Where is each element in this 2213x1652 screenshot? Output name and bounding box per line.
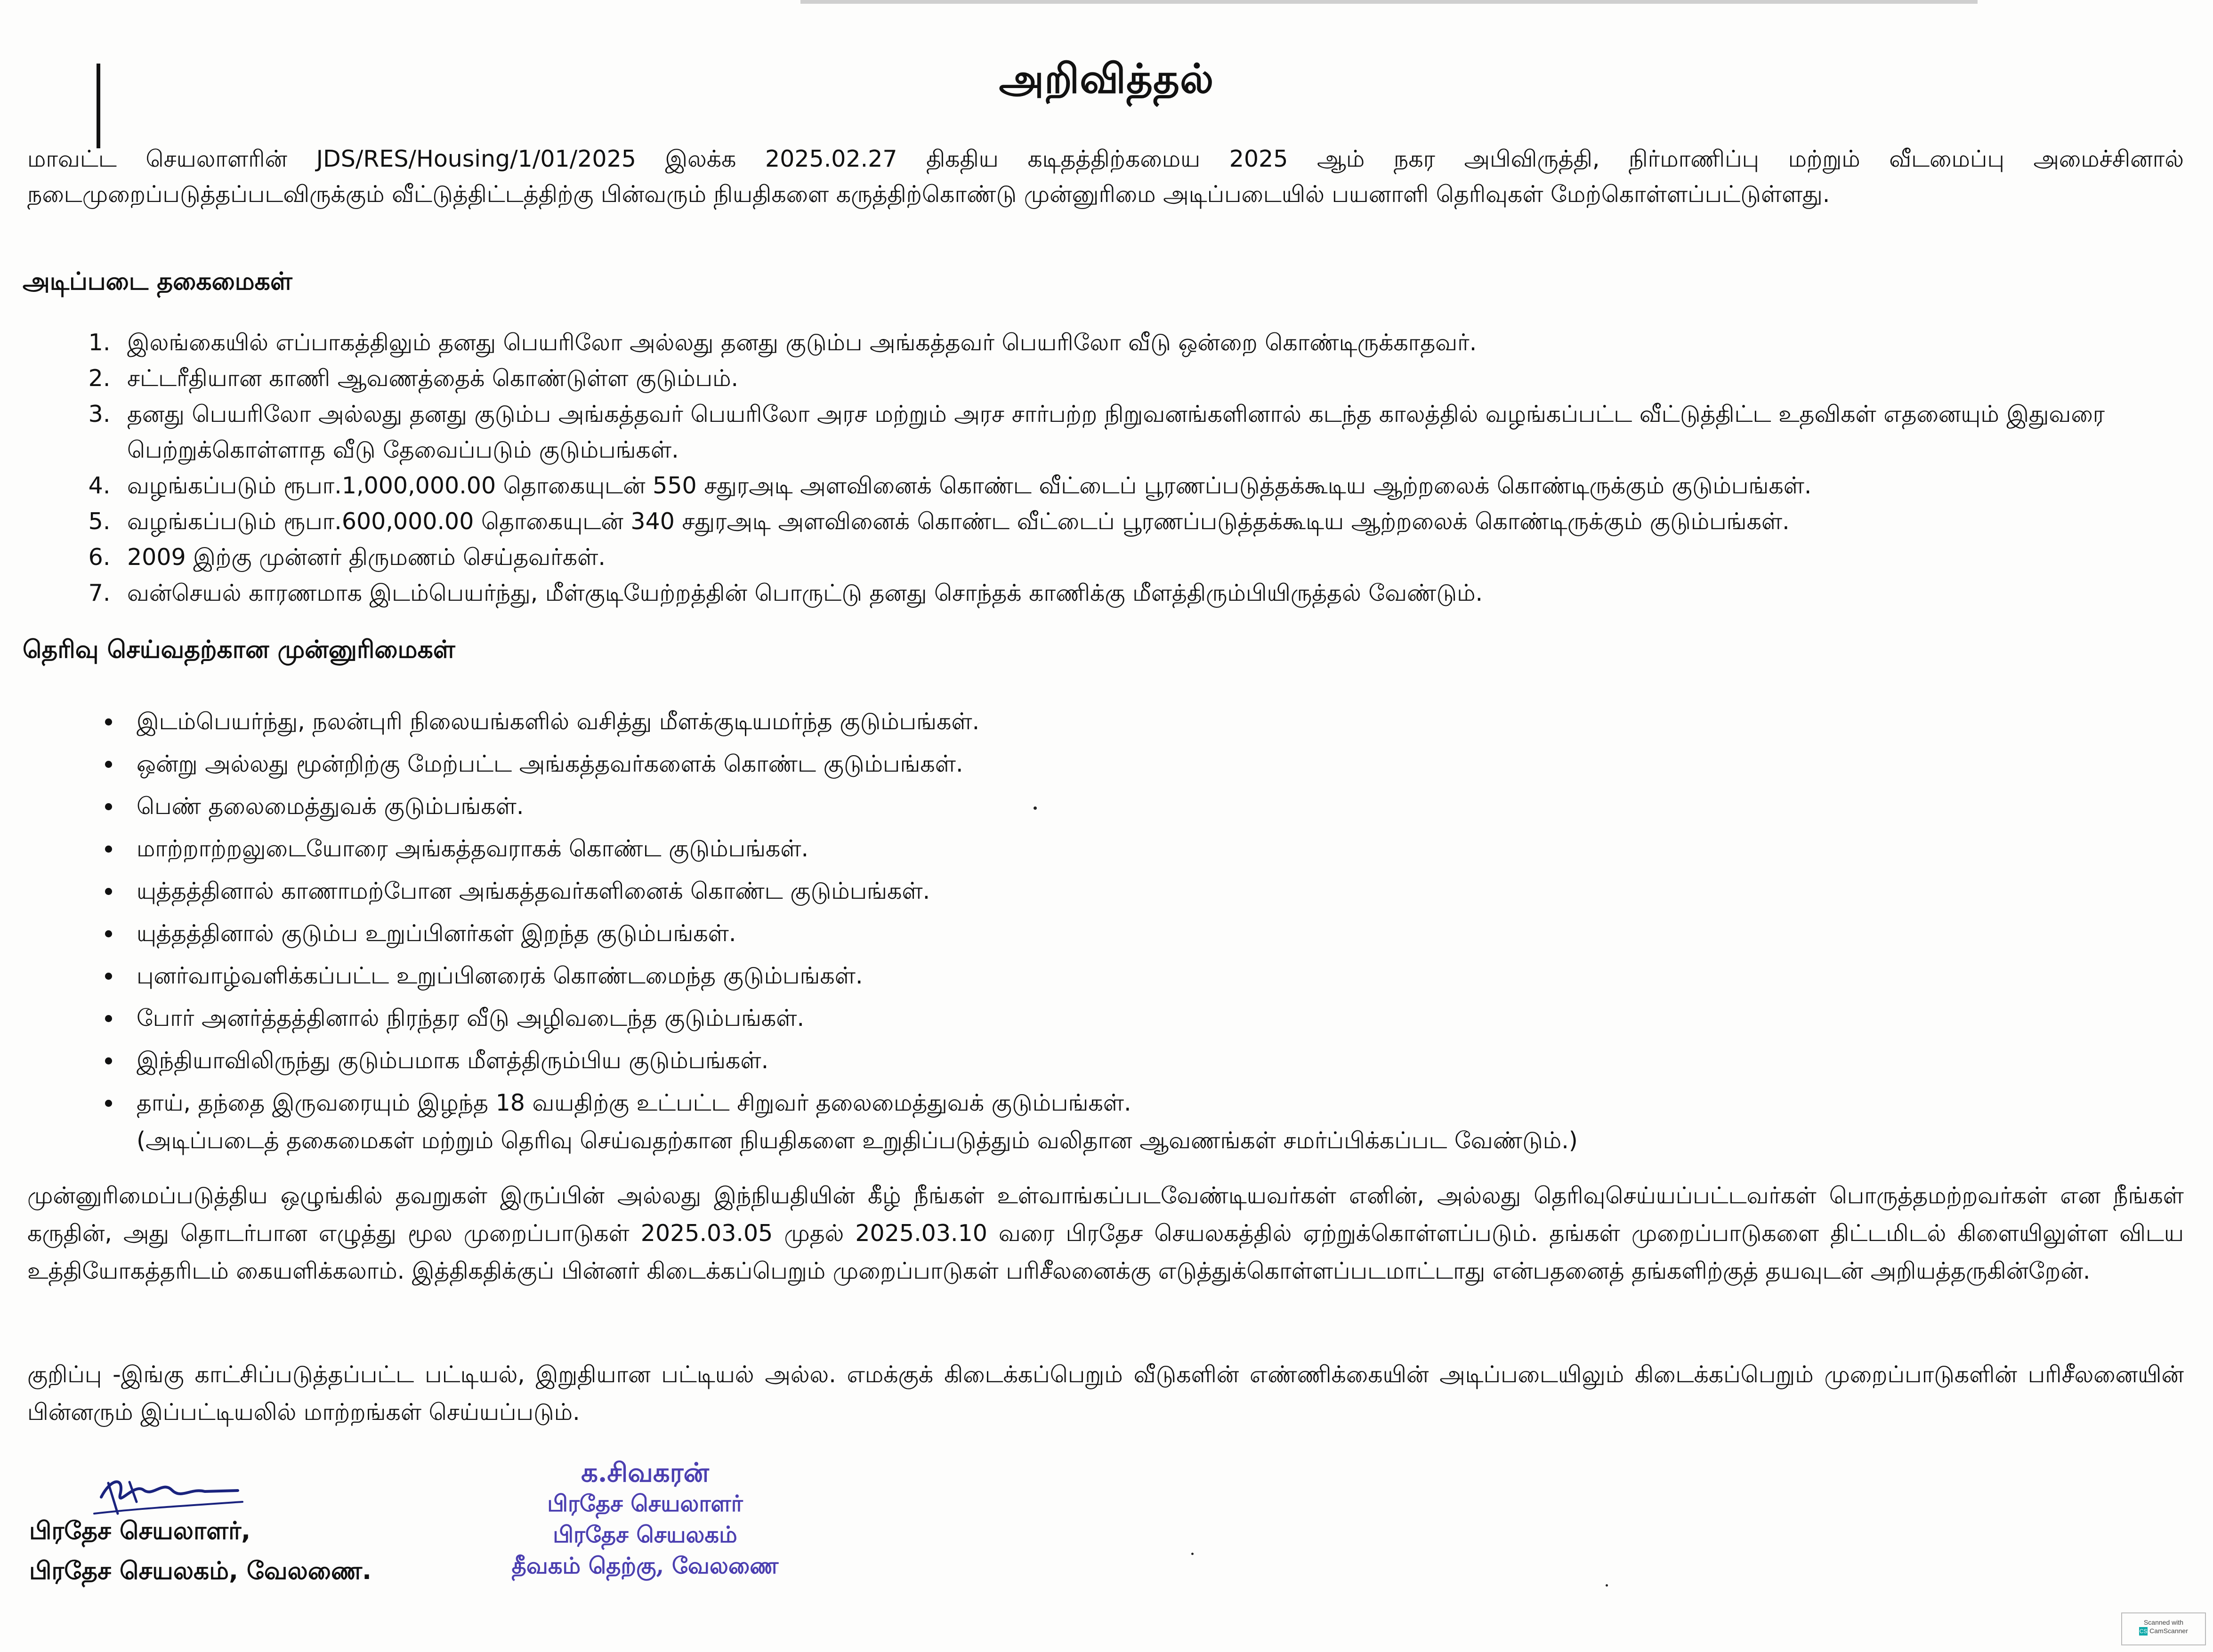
stray-dot: [1034, 806, 1037, 810]
list-item: • மாற்றாற்றலுடையோரை அங்கத்தவராகக் கொண்ட குடும்பங்கள்.: [122, 828, 2194, 870]
camscanner-badge: [2121, 1612, 2206, 1645]
list-item: 7. வன்செயல் காரணமாக இடம்பெயர்ந்து, மீள்குடியேற்றத்தின் பொருட்டு தனது சொந்தக் காணிக்கு மீளத்திரும்பியிருத்தல் வேண்டும்.: [118, 575, 2213, 611]
documents-note: (அடிப்படைத் தகைமைகள் மற்றும் தெரிவு செய்வதற்கான நியதிகளை உறுதிப்படுத்தும் வலிதான ஆவணங்கள் சமர்ப்பிக்கப்பட வேண்டும்.): [137, 1127, 1578, 1154]
list-item-text: தாய், தந்தை இருவரையும் இழந்த 18 வயதிற்கு உட்பட்ட சிறுவர் தலைமைத்துவக் குடும்பங்கள்.: [137, 1089, 1131, 1116]
stray-dot: [1191, 1553, 1194, 1555]
list-item: • பெண் தலைமைத்துவக் குடும்பங்கள்.: [122, 785, 2194, 828]
official-seal: [480, 1457, 810, 1581]
list-item: [122, 1082, 2194, 1157]
signatory-office: பிரதேச செயலகம், வேலணை.: [29, 1557, 372, 1585]
list-item: 1. இலங்கையில் எப்பாகத்திலும் தனது பெயரிலோ அல்லது தனது குடும்ப அங்கத்தவர் பெயரிலோ வீடு ஒன்றை கொண்டிருக்காதவர்.: [118, 325, 2213, 361]
seal-name: க.சிவகரன்: [581, 1457, 709, 1488]
seal-line: பிரதேச செயலாளர்: [547, 1491, 743, 1517]
notice-title: அறிவித்தல்: [999, 56, 1214, 103]
signatory-title: பிரதேச செயலாளர்,: [29, 1517, 251, 1545]
remark-paragraph: குறிப்பு -இங்கு காட்சிப்படுத்தப்பட்ட பட்டியல், இறுதியான பட்டியல் அல்ல. எமக்குக் கிடைக்கப்பெறும் வீடுகளின் எண்ணிக்கையின் அடிப்படையிலும் கிடைக்கப்பெறும் முறைப்பாடுகளின் பரிசீலனையின் பின்னரும் இப்பட்டியலில் மாற்றங்கள் செய்யப்படும்.: [27, 1361, 2184, 1426]
list-item: • யுத்தத்தினால் காணாமற்போன அங்கத்தவர்களினைக் கொண்ட குடும்பங்கள்.: [122, 870, 2194, 912]
basic-qualifications-heading: அடிப்படை தகைமைகள்: [23, 267, 292, 296]
selection-priorities-heading: தெரிவு செய்வதற்கான முன்னுரிமைகள்: [23, 636, 455, 664]
list-item: 4. வழங்கப்படும் ரூபா.1,000,000.00 தொகையுடன் 550 சதுரஅடி அளவினைக் கொண்ட வீட்டைப் பூரணப்படுத்தக்கூடிய ஆற்றலைக் கொண்டிருக்கும் குடும்பங்கள்.: [118, 468, 2213, 504]
selection-priorities-list: [71, 701, 2194, 1157]
list-item: • யுத்தத்தினால் குடும்ப உறுப்பினர்கள் இறந்த குடும்பங்கள்.: [122, 912, 2194, 955]
camscanner-logo-icon: CS: [2139, 1628, 2148, 1635]
list-item: 3. தனது பெயரிலோ அல்லது தனது குடும்ப அங்கத்தவர் பெயரிலோ அரச மற்றும் அரச சார்பற்ற நிறுவனங்களினால் கடந்த காலத்தில் வழங்கப்பட்ட வீட்டுத்திட்ட உதவிகள் எதனையும் இதுவரை பெற்றுக்கொள்ளாத வீடு தேவைப்படும் குடும்பங்கள்.: [118, 396, 2213, 468]
list-item: 6. 2009 இற்கு முன்னர் திருமணம் செய்தவர்கள்.: [118, 540, 2213, 575]
scan-edge: [800, 0, 1978, 4]
seal-line: தீவகம் தெற்கு, வேலணை: [511, 1553, 779, 1579]
seal-line: பிரதேச செயலகம்: [553, 1522, 737, 1548]
list-item: • இடம்பெயர்ந்து, நலன்புரி நிலையங்களில் வசித்து மீளக்குடியமர்ந்த குடும்பங்கள்.: [122, 701, 2194, 743]
list-item: 2. சட்டரீதியான காணி ஆவணத்தைக் கொண்டுள்ள குடும்பம்.: [118, 361, 2213, 396]
list-item: • புனர்வாழ்வளிக்கப்பட்ட உறுப்பினரைக் கொண்டமைந்த குடும்பங்கள்.: [122, 955, 2194, 997]
scanner-caption: Scanned with: [2143, 1619, 2184, 1626]
objection-paragraph: முன்னுரிமைப்படுத்திய ஒழுங்கில் தவறுகள் இருப்பின் அல்லது இந்நியதியின் கீழ் நீங்கள் உள்வாங்கப்படவேண்டியவர்கள் எனின், அல்லது தெரிவுசெய்யப்பட்டவர்கள் பொருத்தமற்றவர்கள் என நீங்கள் கருதின், அது தொடர்பான எழுத்து மூல முறைப்பாடுகள் 2025.03.05 முதல் 2025.03.10 வரை பிரதேச செயலகத்தில் ஏற்றுக்கொள்ளப்படும். தங்கள் முறைப்பாடுகளை திட்டமிடல் கிளையிலுள்ள விடய உத்தியோகத்தரிடம் கையளிக்கலாம். இத்திகதிக்குப் பின்னர் கிடைக்கப்பெறும் முறைப்பாடுகள் பரிசீலனைக்கு எடுத்துக்கொள்ளப்படமாட்டாது என்பதனைத் தங்களிற்குத் தயவுடன் அறியத்தருகின்றேன்.: [27, 1182, 2184, 1284]
scanner-brand: CamScanner: [2149, 1627, 2188, 1635]
basic-qualifications-list: [71, 325, 2213, 611]
list-item: • இந்தியாவிலிருந்து குடும்பமாக மீளத்திரும்பிய குடும்பங்கள்.: [122, 1040, 2194, 1082]
list-item: 5. வழங்கப்படும் ரூபா.600,000.00 தொகையுடன் 340 சதுரஅடி அளவினைக் கொண்ட வீட்டைப் பூரணப்படுத்தக்கூடிய ஆற்றலைக் கொண்டிருக்கும் குடும்பங்கள்.: [118, 504, 2213, 540]
stray-dot: [1606, 1584, 1608, 1587]
signatory-block: [29, 1511, 372, 1591]
intro-paragraph: மாவட்ட செயலாளரின் JDS/RES/Housing/1/01/2025 இலக்க 2025.02.27 திகதிய கடிதத்திற்கமைய 2025 ஆம் நகர அபிவிருத்தி, நிர்மாணிப்பு மற்றும் வீடமைப்பு அமைச்சினால் நடைமுறைப்படுத்தப்படவிருக்கும் வீட்டுத்திட்டத்திற்கு பின்வரும் நியதிகளை கருத்திற்கொண்டு முன்னுரிமை அடிப்படையில் பயனாளி தெரிவுகள் மேற்கொள்ளப்பட்டுள்ளது.: [27, 145, 2184, 208]
list-item: • போர் அனர்த்தத்தினால் நிரந்தர வீடு அழிவடைந்த குடும்பங்கள்.: [122, 997, 2194, 1040]
list-item: • ஒன்று அல்லது மூன்றிற்கு மேற்பட்ட அங்கத்தவர்களைக் கொண்ட குடும்பங்கள்.: [122, 743, 2194, 785]
